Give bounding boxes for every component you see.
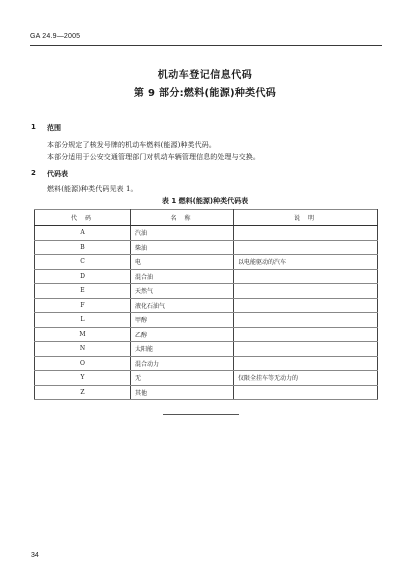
- cell-name: 柴油: [131, 240, 234, 255]
- table-row: [35, 313, 378, 328]
- cell-code: D: [35, 269, 131, 284]
- table-row: [35, 255, 378, 270]
- cell-code: A: [35, 226, 131, 241]
- cell-code: F: [35, 298, 131, 313]
- header-note: 说 明: [234, 210, 378, 226]
- cell-note: [234, 240, 378, 255]
- cell-code: O: [35, 356, 131, 371]
- cell-name: 混合油: [131, 269, 234, 284]
- table-row: [35, 226, 378, 241]
- cell-name: 无: [131, 371, 234, 386]
- section-1-number: 1: [31, 123, 36, 131]
- cell-note: [234, 385, 378, 400]
- cell-name: 混合动力: [131, 356, 234, 371]
- header-name: 名 称: [131, 210, 234, 226]
- table-caption: 表 1 燃料(能源)种类代码表: [161, 197, 249, 205]
- cell-name: 太阳能: [131, 342, 234, 357]
- cell-code: Z: [35, 385, 131, 400]
- cell-name: 其他: [131, 385, 234, 400]
- cell-code: E: [35, 284, 131, 299]
- cell-name: 电: [131, 255, 234, 270]
- table-row: [35, 284, 378, 299]
- section-1-paragraph: 本部分规定了核发号牌的机动车燃料(能源)种类代码。: [47, 141, 216, 149]
- fuel-code-table: [34, 209, 378, 400]
- cell-note: [234, 313, 378, 328]
- section-2-title: 代码表: [47, 170, 68, 178]
- page-number: 34: [31, 552, 39, 559]
- cell-note: [234, 269, 378, 284]
- cell-code: M: [35, 327, 131, 342]
- cell-name: 甲醇: [131, 313, 234, 328]
- document-title: 机动车登记信息代码: [157, 70, 253, 81]
- cell-code: L: [35, 313, 131, 328]
- header-code: 代 码: [35, 210, 131, 226]
- section-1-paragraph: 本部分适用于公安交通管理部门对机动车辆管理信息的处理与交换。: [47, 153, 260, 161]
- table-row: [35, 240, 378, 255]
- cell-name: 乙醇: [131, 327, 234, 342]
- cell-note: [234, 356, 378, 371]
- table-row: [35, 298, 378, 313]
- cell-note: [234, 226, 378, 241]
- standard-code: GA 24.9—2005: [30, 33, 81, 40]
- cell-note: [234, 284, 378, 299]
- table-row: [35, 342, 378, 357]
- cell-code: B: [35, 240, 131, 255]
- section-2-intro: 燃料(能源)种类代码见表 1。: [47, 185, 138, 193]
- cell-name: 液化石油气: [131, 298, 234, 313]
- cell-note: [234, 327, 378, 342]
- section-2-number: 2: [31, 169, 36, 177]
- table-row: [35, 385, 378, 400]
- document-subtitle: 第 9 部分:燃料(能源)种类代码: [133, 88, 277, 99]
- cell-name: 天然气: [131, 284, 234, 299]
- cell-code: N: [35, 342, 131, 357]
- cell-note: 以电能驱动的汽车: [234, 255, 378, 270]
- cell-note: [234, 298, 378, 313]
- cell-code: C: [35, 255, 131, 270]
- end-of-document-rule: [163, 414, 239, 415]
- header-divider: [30, 45, 382, 46]
- table-row: [35, 356, 378, 371]
- table-row: [35, 371, 378, 386]
- section-1-title: 范围: [47, 124, 61, 132]
- table-header-row: [35, 210, 378, 226]
- table-row: [35, 327, 378, 342]
- cell-code: Y: [35, 371, 131, 386]
- table-row: [35, 269, 378, 284]
- cell-note: [234, 342, 378, 357]
- cell-name: 汽油: [131, 226, 234, 241]
- cell-note: 仅限全挂车等无动力的: [234, 371, 378, 386]
